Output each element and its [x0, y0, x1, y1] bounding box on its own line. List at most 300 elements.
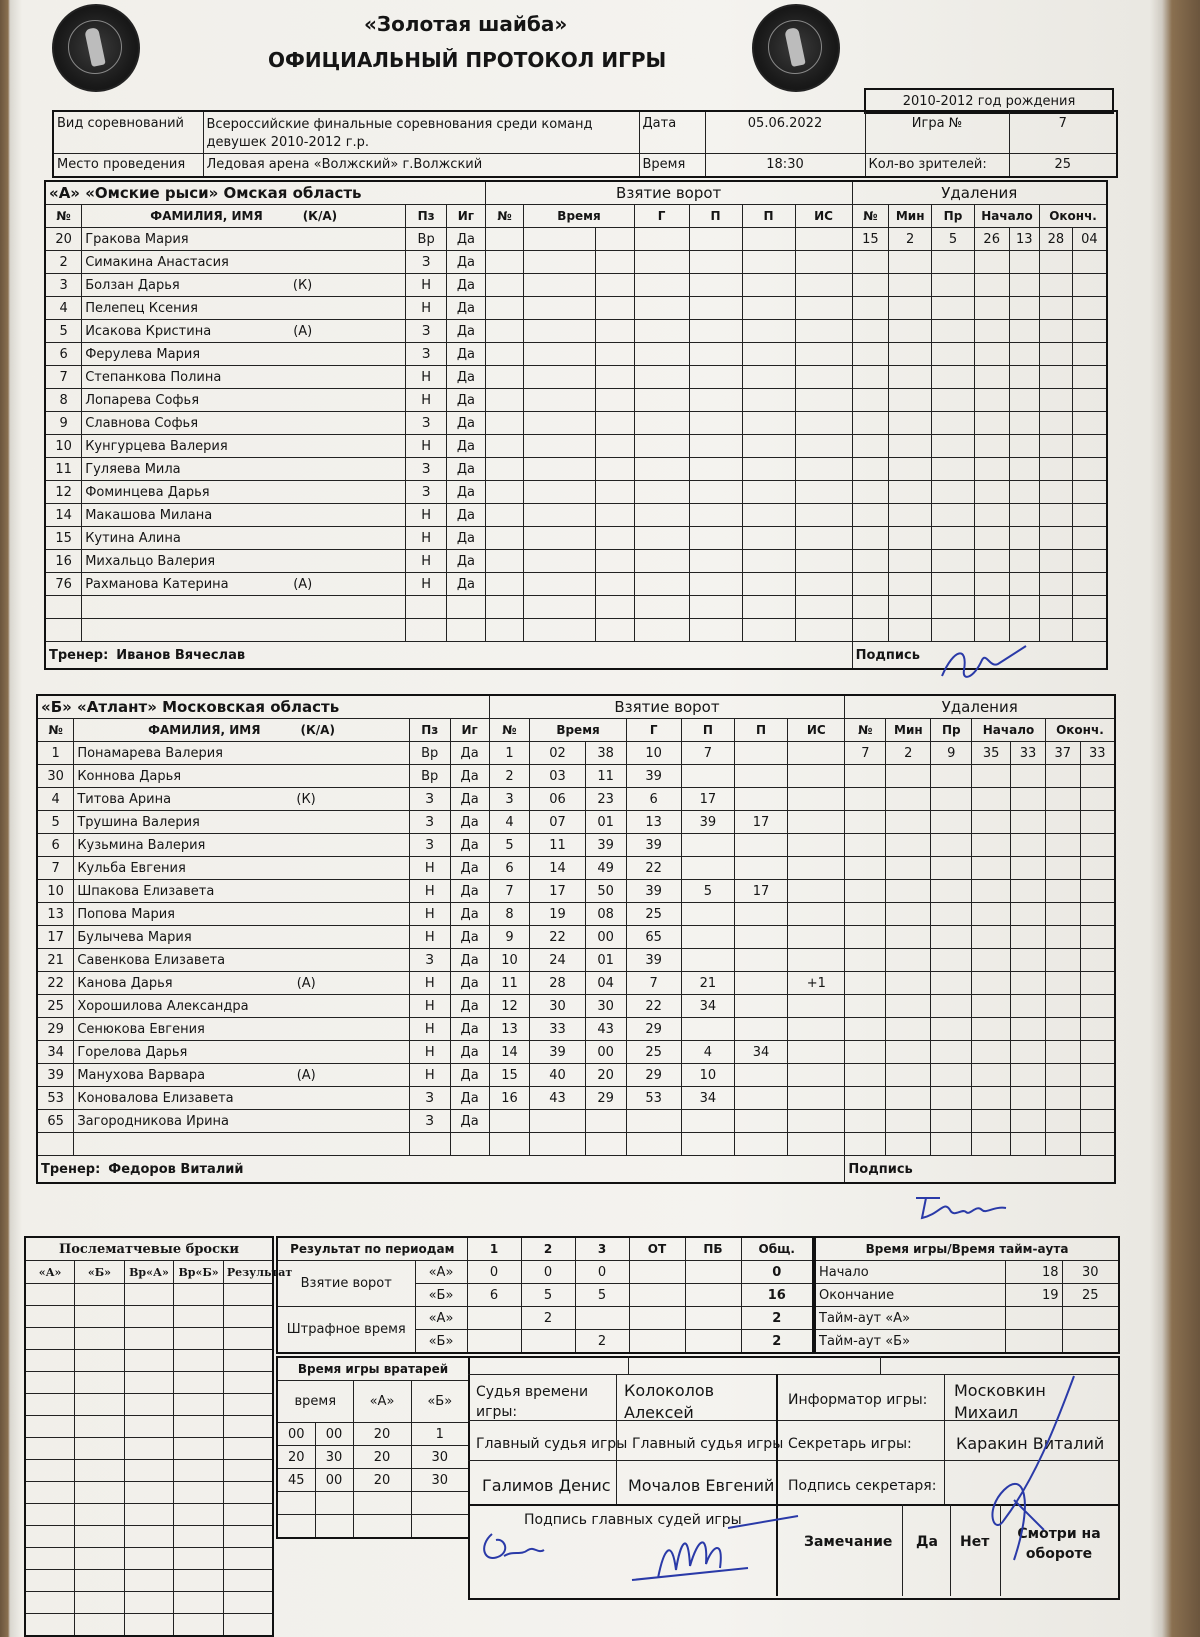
penalty-start-sec: [1011, 1133, 1046, 1156]
col-g_no: №: [485, 205, 524, 228]
player-name-cell: [74, 811, 409, 834]
penalty-end-min: [1040, 435, 1073, 458]
goal-assist2: [734, 1110, 787, 1133]
goal-scorer: [634, 389, 689, 412]
penalty-start-sec: [1011, 949, 1046, 972]
penalty-start-min: [972, 1133, 1011, 1156]
goal-assist2: [734, 765, 787, 788]
penalty-reason: [931, 949, 972, 972]
penalty-player: [852, 297, 889, 320]
player-position: Вр: [409, 742, 450, 765]
goal-assist1: [689, 435, 742, 458]
note-no: Нет: [960, 1534, 990, 1550]
goal-assist2: [734, 834, 787, 857]
player-played: Да: [447, 573, 486, 596]
player-position: Н: [406, 366, 447, 389]
penalty-start-sec: [1009, 389, 1040, 412]
penalty-end-min: [1045, 903, 1080, 926]
penalty-player: [845, 903, 886, 926]
col-p_pr: Пр: [931, 719, 972, 742]
goal-assist1: [689, 228, 742, 251]
penalty-end-sec: [1080, 811, 1115, 834]
goalie-b: 30: [411, 1469, 469, 1492]
penalty-reason: [931, 834, 972, 857]
penalty-end-min: [1045, 788, 1080, 811]
secretary-label: Секретарь игры:: [788, 1436, 912, 1452]
goal-assist2: [742, 458, 795, 481]
penalty-end-min: [1040, 527, 1073, 550]
goal-number: 13: [489, 1018, 530, 1041]
goal-scorer: 39: [626, 880, 681, 903]
penalty-reason: [931, 811, 972, 834]
goal-strength: [795, 412, 852, 435]
goal-minute: 11: [530, 834, 585, 857]
penalty-start-min: [972, 788, 1011, 811]
player-role: (А): [296, 975, 316, 991]
penalty-start-min: [974, 435, 1009, 458]
goal-strength: [788, 788, 845, 811]
penalty-minutes: [889, 550, 932, 573]
player-played: Да: [447, 458, 486, 481]
penalty-end-sec: [1080, 765, 1115, 788]
goal-assist2: [734, 742, 787, 765]
penalty-start-sec: [1009, 343, 1040, 366]
goal-second: [595, 550, 634, 573]
time-label: Время: [639, 153, 705, 177]
player-name-cell: [74, 949, 409, 972]
col-name-label: ФАМИЛИЯ, ИМЯ: [148, 723, 261, 737]
penalty-end-sec: [1080, 1041, 1115, 1064]
goal-minute: 24: [530, 949, 585, 972]
spectators-value: 25: [1009, 153, 1117, 177]
goal-assist2: [742, 481, 795, 504]
player-name: Степанкова Полина: [85, 369, 222, 385]
penalty-start-min: [974, 458, 1009, 481]
table-row: [45, 343, 1107, 366]
goal-number: 4: [489, 811, 530, 834]
goal-number: [485, 435, 524, 458]
timeout-a-label: Тайм-аут «А»: [815, 1307, 1005, 1330]
penalty-end-min: 37: [1045, 742, 1080, 765]
player-position: Вр: [409, 765, 450, 788]
table-row: [37, 834, 1115, 857]
penalty-player: [852, 320, 889, 343]
goal-scorer: [626, 1133, 681, 1156]
penalty-start-min: [974, 251, 1009, 274]
penalty-minutes: [886, 949, 931, 972]
sign-cell: [845, 1156, 1115, 1184]
goal-assist2: [734, 1064, 787, 1087]
goal-number: [485, 251, 524, 274]
table-row: [45, 251, 1107, 274]
goal-number: [485, 550, 524, 573]
penalty-end-sec: [1072, 596, 1107, 619]
goal-strength: [788, 903, 845, 926]
goal-assist2: [742, 504, 795, 527]
goal-scorer: 22: [626, 995, 681, 1018]
penalty-reason: [931, 972, 972, 995]
penalty-end-sec: [1080, 926, 1115, 949]
penalty-start-min: [972, 1064, 1011, 1087]
penalties-title: Удаления: [852, 181, 1107, 205]
penalty-start-sec: [1011, 972, 1046, 995]
player-number: 12: [45, 481, 82, 504]
penalty-start-min: [974, 504, 1009, 527]
penalty-start-sec: [1009, 458, 1040, 481]
period-col: Общ.: [741, 1237, 813, 1261]
shootout-col: Вр«Б»: [174, 1261, 224, 1284]
informer-name: Московкин Михаил: [954, 1381, 1046, 1422]
penalty-end-sec: [1072, 527, 1107, 550]
goal-assist1: 5: [681, 880, 734, 903]
coach-cell: [37, 1156, 845, 1184]
penalty-start-min: [972, 880, 1011, 903]
table-row: [37, 995, 1115, 1018]
penalty-start-sec: [1009, 251, 1040, 274]
penalty-start-sec: [1009, 527, 1040, 550]
penalty-start-sec: [1009, 366, 1040, 389]
penalty-start-sec: [1009, 412, 1040, 435]
date-value: 05.06.2022: [705, 111, 865, 153]
penalty-start-sec: [1009, 504, 1040, 527]
comp-label: Вид соревнований: [53, 111, 203, 153]
player-name: Титова Арина: [77, 791, 172, 807]
team-a-label: «А»: [415, 1307, 467, 1330]
start-label: Начало: [815, 1261, 1005, 1284]
period-goalsA-5: 0: [741, 1261, 813, 1284]
goal-scorer: [634, 596, 689, 619]
goal-minute: [524, 458, 595, 481]
player-played: Да: [450, 1110, 489, 1133]
penalty-end-sec: [1072, 504, 1107, 527]
penalty-end-sec: [1072, 251, 1107, 274]
col-p_no: №: [852, 205, 889, 228]
teamB-table: [36, 694, 1116, 1184]
table-row: [45, 504, 1107, 527]
penalty-end-min: [1040, 550, 1073, 573]
penalty-end-min: [1045, 765, 1080, 788]
col-ka-label: (К/А): [302, 209, 338, 223]
goals-title: Взятие ворот: [485, 181, 852, 205]
penalty-minutes: [886, 1041, 931, 1064]
goal-strength: [788, 1041, 845, 1064]
goal-assist2: 34: [734, 1041, 787, 1064]
goal-strength: [788, 857, 845, 880]
penalty-end-min: [1045, 1087, 1080, 1110]
penalty-reason: [932, 435, 975, 458]
table-row: [45, 481, 1107, 504]
table-row: [45, 573, 1107, 596]
ref2-label: Главный судья игры: [632, 1436, 784, 1452]
goal-assist1: [681, 1018, 734, 1041]
goal-assist2: [742, 435, 795, 458]
player-name: Хорошилова Александра: [77, 998, 249, 1014]
player-number: 6: [45, 343, 82, 366]
player-name-cell: [82, 573, 406, 596]
goalie-col-a: «А»: [353, 1381, 411, 1423]
goal-number: [485, 297, 524, 320]
goal-minute: [524, 228, 595, 251]
goal-number: 10: [489, 949, 530, 972]
penalty-end-sec: [1072, 389, 1107, 412]
goal-number: 3: [489, 788, 530, 811]
goal-strength: [795, 389, 852, 412]
penalty-end-min: [1045, 1018, 1080, 1041]
penalty-end-min: [1040, 596, 1073, 619]
player-position: З: [406, 251, 447, 274]
goal-assist1: [689, 320, 742, 343]
goal-number: 11: [489, 972, 530, 995]
ref2-signature: [628, 1508, 808, 1592]
penalty-reason: 9: [931, 742, 972, 765]
goal-strength: [795, 504, 852, 527]
penalty-end-sec: [1080, 1064, 1115, 1087]
penalty-reason: [932, 412, 975, 435]
penalty-start-min: [974, 343, 1009, 366]
player-name-cell: [82, 481, 406, 504]
player-number: 10: [45, 435, 82, 458]
goal-second: [595, 619, 634, 642]
goal-scorer: 39: [626, 834, 681, 857]
player-played: Да: [447, 366, 486, 389]
team-a-label: «А»: [415, 1261, 467, 1284]
penalty-end-sec: [1072, 412, 1107, 435]
player-number: 30: [37, 765, 74, 788]
goal-second: [595, 274, 634, 297]
goalie-a: 20: [353, 1446, 411, 1469]
penalty-minutes: [886, 1018, 931, 1041]
player-number: 25: [37, 995, 74, 1018]
shootout-title: Послематчевые броски: [25, 1237, 273, 1261]
player-name-cell: [82, 297, 406, 320]
col-g_p1: П: [681, 719, 734, 742]
penalty-end-sec: [1072, 550, 1107, 573]
penalty-start-min: 26: [974, 228, 1009, 251]
goal-assist2: [734, 949, 787, 972]
col-g_time: Время: [524, 205, 634, 228]
penalty-start-min: [974, 366, 1009, 389]
col-g_p2: П: [742, 205, 795, 228]
goal-second: [585, 1110, 626, 1133]
penalty-reason: [931, 765, 972, 788]
penalty-minutes: [889, 573, 932, 596]
penalty-end-sec: [1080, 1133, 1115, 1156]
goal-minute: 22: [530, 926, 585, 949]
player-played: Да: [447, 343, 486, 366]
penalty-end-sec: [1072, 435, 1107, 458]
col-p_end: Оконч.: [1040, 205, 1107, 228]
goal-scorer: [634, 550, 689, 573]
penalty-end-min: [1045, 1133, 1080, 1156]
player-played: Да: [450, 1041, 489, 1064]
goal-number: [485, 389, 524, 412]
goal-assist1: [681, 765, 734, 788]
table-row: [45, 389, 1107, 412]
goal-assist2: [742, 573, 795, 596]
penalty-minutes: [886, 1087, 931, 1110]
table-row: [45, 527, 1107, 550]
penalty-start-sec: [1011, 811, 1046, 834]
goal-second: [595, 435, 634, 458]
player-position: Н: [406, 504, 447, 527]
goal-minute: [524, 550, 595, 573]
col-p_pr: Пр: [932, 205, 975, 228]
team-b-label: «Б»: [415, 1330, 467, 1354]
goal-minute: 06: [530, 788, 585, 811]
goal-second: [595, 228, 634, 251]
period-pimB-1: [521, 1330, 575, 1354]
table-row: [37, 880, 1115, 903]
penalty-player: [845, 926, 886, 949]
goal-assist1: [689, 389, 742, 412]
goal-second: [595, 527, 634, 550]
player-number: 22: [37, 972, 74, 995]
penalty-player: [845, 1018, 886, 1041]
ref1-signature: [474, 1520, 554, 1570]
time-value: 18:30: [705, 153, 865, 177]
penalty-reason: [932, 251, 975, 274]
period-goalsA-1: 0: [521, 1261, 575, 1284]
penalty-minutes: 2: [889, 228, 932, 251]
col-ig: Иг: [447, 205, 486, 228]
table-row: [37, 1087, 1115, 1110]
penalty-player: [845, 1110, 886, 1133]
penalty-player: [845, 880, 886, 903]
goal-scorer: 13: [626, 811, 681, 834]
goal-number: [485, 481, 524, 504]
goal-minute: [524, 343, 595, 366]
goal-assist2: [742, 619, 795, 642]
shootout-col: «А»: [25, 1261, 75, 1284]
penalty-reason: [931, 880, 972, 903]
penalty-start-min: [972, 834, 1011, 857]
penalty-minutes: [886, 995, 931, 1018]
player-number: 9: [45, 412, 82, 435]
goalie-a: 20: [353, 1423, 411, 1446]
periods-title: Результат по периодам: [277, 1237, 467, 1261]
goal-scorer: [634, 573, 689, 596]
goalie-time-title: Время игры вратарей: [277, 1357, 469, 1381]
periods-pim-label: Штрафное время: [277, 1307, 415, 1354]
goal-second: [595, 251, 634, 274]
penalty-player: [852, 366, 889, 389]
col-name: [74, 719, 409, 742]
col-g_p2: П: [734, 719, 787, 742]
goalie-sec: 00: [315, 1469, 353, 1492]
player-name: Коннова Дарья: [77, 768, 182, 784]
goal-number: [485, 343, 524, 366]
player-name: Пелепец Ксения: [85, 300, 198, 316]
goalie-min: 20: [277, 1446, 315, 1469]
goal-strength: [795, 343, 852, 366]
goal-strength: [788, 834, 845, 857]
goal-minute: 40: [530, 1064, 585, 1087]
goal-assist1: [689, 504, 742, 527]
period-col: ОТ: [629, 1237, 685, 1261]
table-row: [37, 1041, 1115, 1064]
player-position: З: [409, 788, 450, 811]
goal-minute: [524, 573, 595, 596]
refs-sign-label: Подпись главных судей игры: [524, 1512, 742, 1528]
player-name: Болзан Дарья: [85, 277, 180, 293]
player-position: Н: [409, 1018, 450, 1041]
player-played: Да: [447, 550, 486, 573]
col-g_g: Г: [634, 205, 689, 228]
goal-number: [485, 412, 524, 435]
player-position: З: [406, 481, 447, 504]
shootout-col: Вр«А»: [124, 1261, 174, 1284]
goal-scorer: [634, 320, 689, 343]
comp-value-line1: Всероссийские финальные соревнования среди команд: [206, 117, 593, 132]
goal-second: 43: [585, 1018, 626, 1041]
col-p_start: Начало: [972, 719, 1046, 742]
penalty-start-sec: [1011, 1018, 1046, 1041]
penalty-start-sec: [1011, 1087, 1046, 1110]
game-info-table: [52, 110, 1118, 178]
penalty-reason: [931, 857, 972, 880]
player-position: Н: [409, 903, 450, 926]
penalty-end-sec: [1080, 995, 1115, 1018]
player-name: Михальцо Валерия: [85, 553, 216, 569]
goal-number: 5: [489, 834, 530, 857]
col-p_start: Начало: [974, 205, 1039, 228]
goal-strength: [795, 274, 852, 297]
penalty-start-sec: [1011, 857, 1046, 880]
penalty-start-sec: [1009, 573, 1040, 596]
player-number: 29: [37, 1018, 74, 1041]
goal-strength: [795, 366, 852, 389]
player-name-cell: [74, 880, 409, 903]
goalie-sec: 00: [315, 1423, 353, 1446]
penalty-start-min: [974, 550, 1009, 573]
player-number: 17: [37, 926, 74, 949]
goal-scorer: 39: [626, 949, 681, 972]
player-position: Н: [406, 573, 447, 596]
goal-strength: [795, 435, 852, 458]
penalty-end-min: [1045, 1110, 1080, 1133]
player-name: Кутина Алина: [85, 530, 181, 546]
penalty-minutes: [886, 834, 931, 857]
penalty-end-sec: [1072, 458, 1107, 481]
player-name-cell: [82, 366, 406, 389]
penalty-start-sec: [1009, 297, 1040, 320]
goal-assist1: [681, 903, 734, 926]
goal-scorer: 53: [626, 1087, 681, 1110]
penalty-reason: [932, 596, 975, 619]
penalty-start-min: [972, 811, 1011, 834]
penalty-minutes: [886, 811, 931, 834]
goal-second: 08: [585, 903, 626, 926]
goal-strength: +1: [788, 972, 845, 995]
goal-number: [485, 228, 524, 251]
team-title: «Б» «Атлант» Московская область: [37, 695, 489, 719]
goal-strength: [795, 527, 852, 550]
penalty-end-min: [1045, 834, 1080, 857]
goal-assist2: [734, 857, 787, 880]
goal-minute: [524, 274, 595, 297]
penalty-reason: [931, 1110, 972, 1133]
player-name: Гракова Мария: [85, 231, 189, 247]
player-played: Да: [447, 389, 486, 412]
penalty-end-sec: [1080, 1087, 1115, 1110]
player-number: 76: [45, 573, 82, 596]
page-title: ОФИЦИАЛЬНЫЙ ПРОТОКОЛ ИГРЫ: [268, 48, 667, 72]
shootout-table: [24, 1236, 293, 1637]
goal-assist2: [742, 527, 795, 550]
player-number: 7: [45, 366, 82, 389]
col-pz: Пз: [409, 719, 450, 742]
goal-strength: [788, 926, 845, 949]
